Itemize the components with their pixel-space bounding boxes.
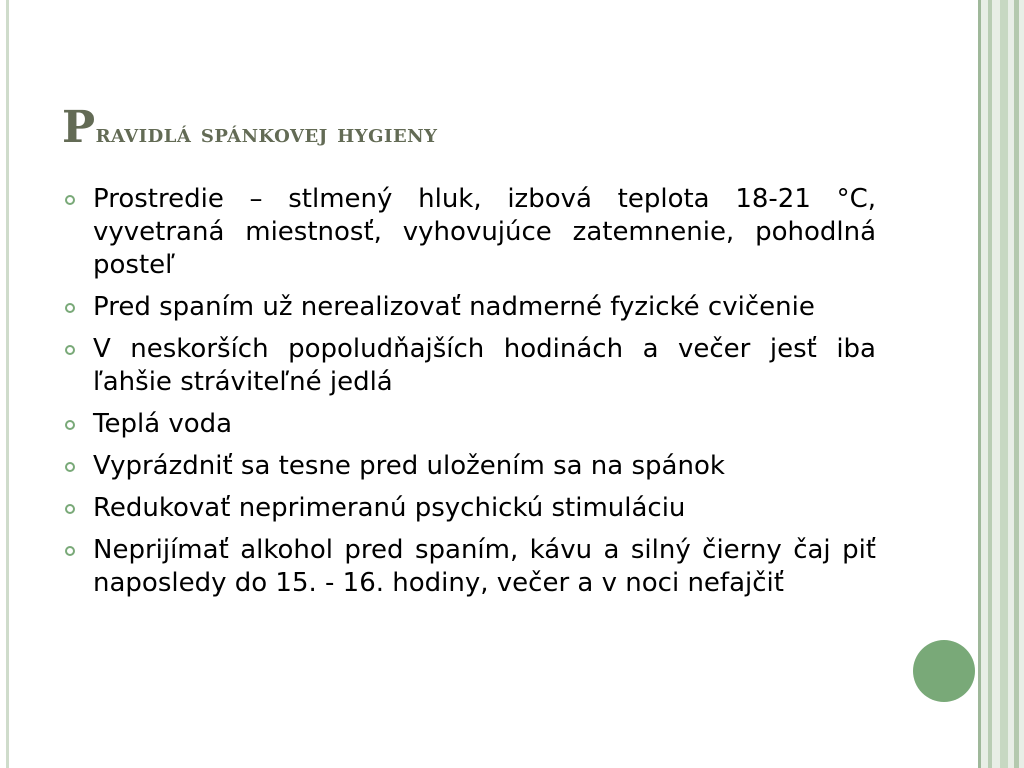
- bullet-text: Pred spaním už nerealizovať nadmerné fyzické cvičenie: [93, 292, 815, 322]
- bullet-item: [62, 492, 876, 525]
- bullet-circle-icon: [65, 546, 75, 556]
- bullet-circle-icon: [65, 420, 75, 430]
- bullet-circle-icon: [65, 303, 75, 313]
- bullet-item: [62, 450, 876, 483]
- bullet-item: [62, 291, 876, 324]
- bullet-text: Vyprázdniť sa tesne pred uložením sa na spánok: [93, 451, 725, 481]
- bullet-circle-icon: [65, 462, 75, 472]
- bullet-text: Teplá voda: [93, 409, 233, 439]
- right-stripe: [978, 0, 981, 768]
- title-rest: ravidlá spánkovej hygieny: [95, 119, 438, 149]
- slide-title: [62, 104, 922, 158]
- bullet-circle-icon: [65, 345, 75, 355]
- bullet-item: [62, 333, 876, 399]
- bullet-text: Prostredie – stlmený hluk, izbová teplota 18-21 °C, vyvetraná miestnosť, vyhovujúce zatemnenie, pohodlná posteľ: [93, 184, 876, 280]
- right-stripe: [1000, 0, 1008, 768]
- bullet-text: Neprijímať alkohol pred spaním, kávu a silný čierny čaj piť naposledy do 15. - 16. hodiny, večer a v noci nefajčiť: [93, 535, 876, 598]
- bullet-circle-icon: [65, 504, 75, 514]
- decorative-circle: [913, 640, 975, 702]
- bullet-list: [62, 183, 876, 609]
- left-border-line: [6, 0, 9, 768]
- bullet-circle-icon: [65, 195, 75, 205]
- bullet-item: [62, 534, 876, 600]
- bullet-text: Redukovať neprimeranú psychickú stimuláciu: [93, 493, 686, 523]
- title-first-letter: P: [62, 102, 96, 153]
- bullet-text: V neskorších popoludňajších hodinách a večer jesť iba ľahšie stráviteľné jedlá: [93, 334, 876, 397]
- bullet-item: [62, 408, 876, 441]
- right-stripe: [988, 0, 992, 768]
- bullet-item: [62, 183, 876, 282]
- right-stripe: [1014, 0, 1019, 768]
